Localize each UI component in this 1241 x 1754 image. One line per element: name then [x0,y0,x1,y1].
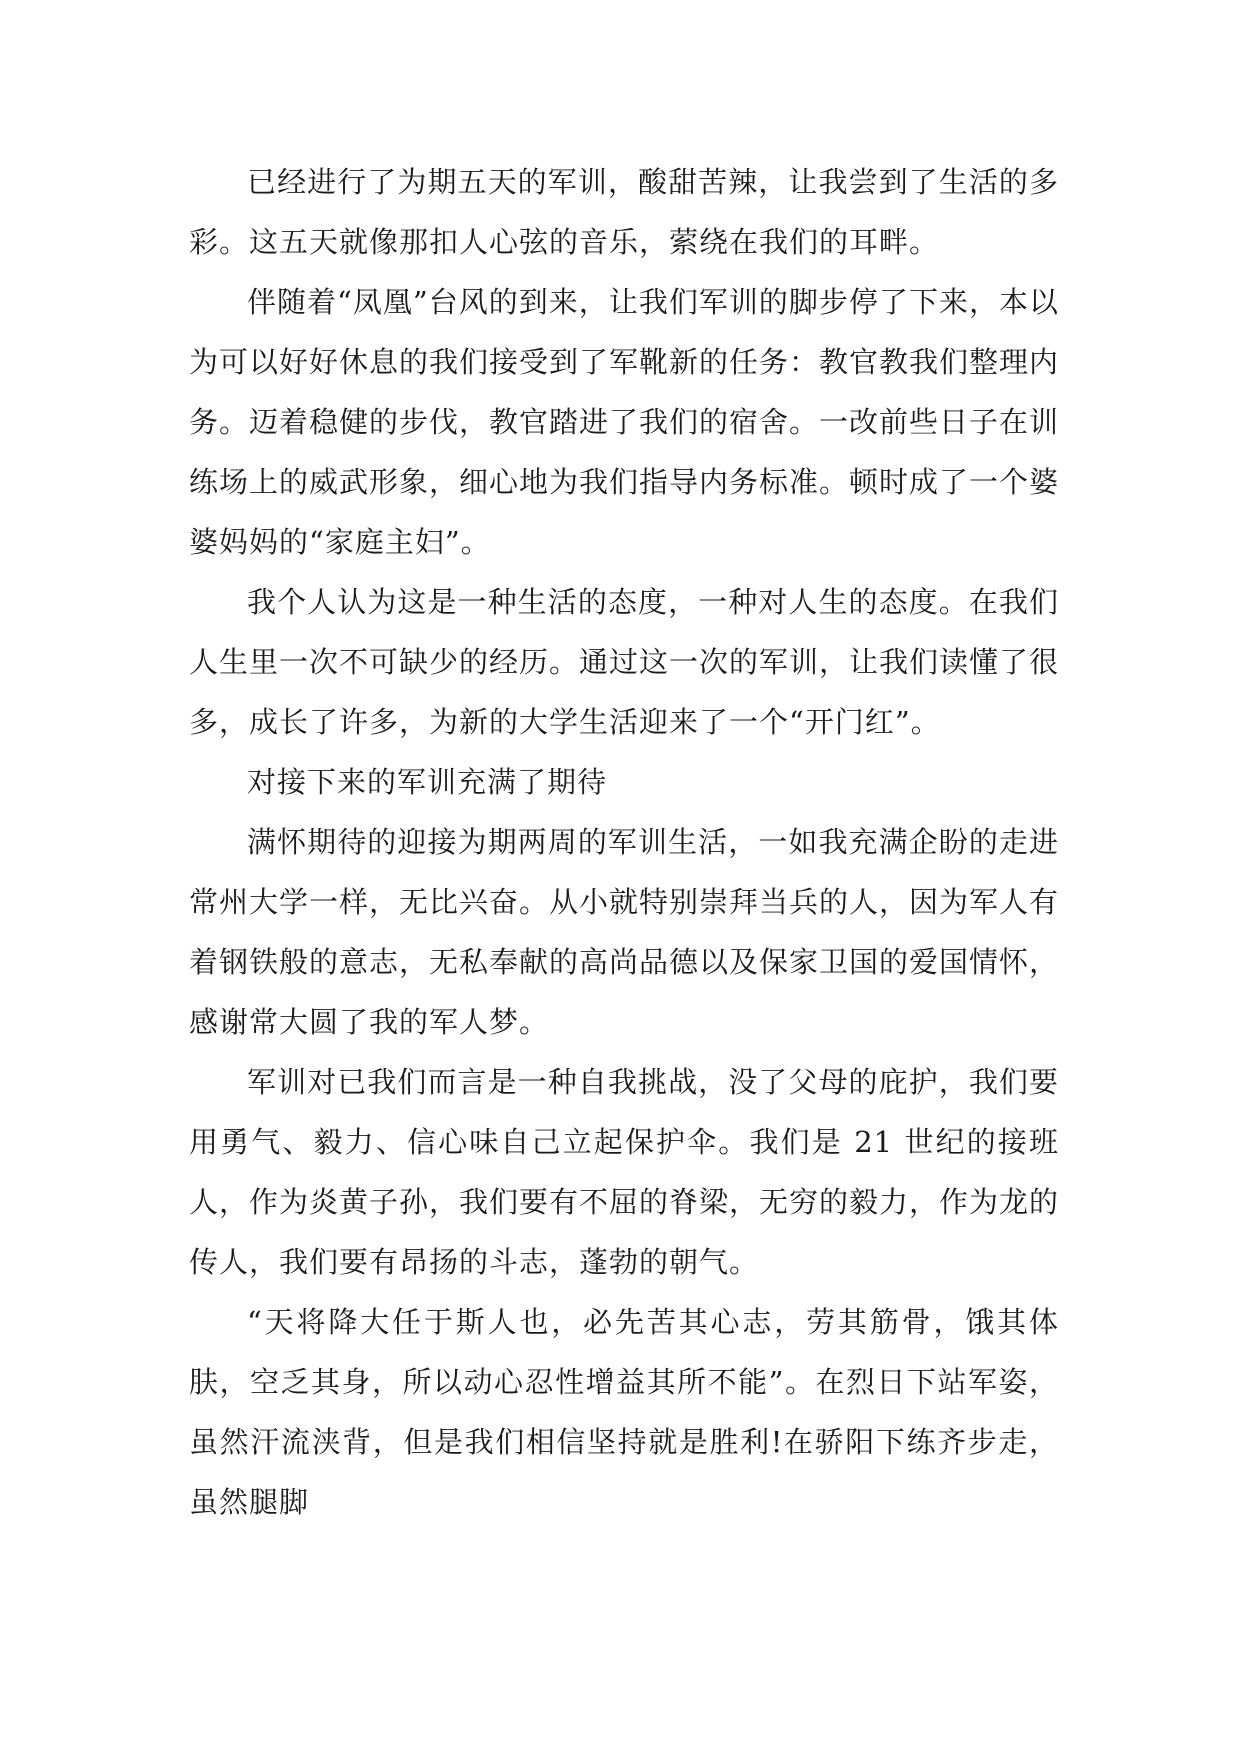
paragraph-4-heading: 对接下来的军训充满了期待 [247,765,608,799]
paragraph-7: “天将降大任于斯人也，必先苦其心志，劳其筋骨，饿其体肤，空乏其身，所以动心忍性增益其所不能”。在烈日下站军姿，虽然汗流浃背，但是我们相信坚持就是胜利!在骄阳下练齐步走，虽然腿脚 [189,1305,1059,1519]
paragraph-5: 满怀期待的迎接为期两周的军训生活，一如我充满企盼的走进常州大学一样，无比兴奋。从小就特别崇拜当兵的人，因为军人有着钢铁般的意志，无私奉献的高尚品德以及保家卫国的爱国情怀，感谢常大圆了我的军人梦。 [189,825,1060,1039]
paragraph-2: 伴随着“凤凰”台风的到来，让我们军训的脚步停了下来，本以为可以好好休息的我们接受到了军靴新的任务：教官教我们整理内务。迈着稳健的步伐，教官踏进了我们的宿舍。一改前些日子在训练场上的威武形象，细心地为我们指导内务标准。顿时成了一个婆婆妈妈的“家庭主妇”。 [189,285,1060,559]
paragraph-1: 已经进行了为期五天的军训，酸甜苦辣，让我尝到了生活的多彩。这五天就像那扣人心弦的音乐，萦绕在我们的耳畔。 [189,165,1059,259]
document-body [189,152,1059,1532]
paragraph-3: 我个人认为这是一种生活的态度，一种对人生的态度。在我们人生里一次不可缺少的经历。通过这一次的军训，让我们读懂了很多，成长了许多，为新的大学生活迎来了一个“开门红”。 [189,585,1060,739]
paragraph-6: 军训对已我们而言是一种自我挑战，没了父母的庇护，我们要用勇气、毅力、信心味自己立起保护伞。我们是 21 世纪的接班人，作为炎黄子孙，我们要有不屈的脊梁，无穷的毅力，作为龙的传人，我们要有昂扬的斗志，蓬勃的朝气。 [189,1065,1060,1279]
